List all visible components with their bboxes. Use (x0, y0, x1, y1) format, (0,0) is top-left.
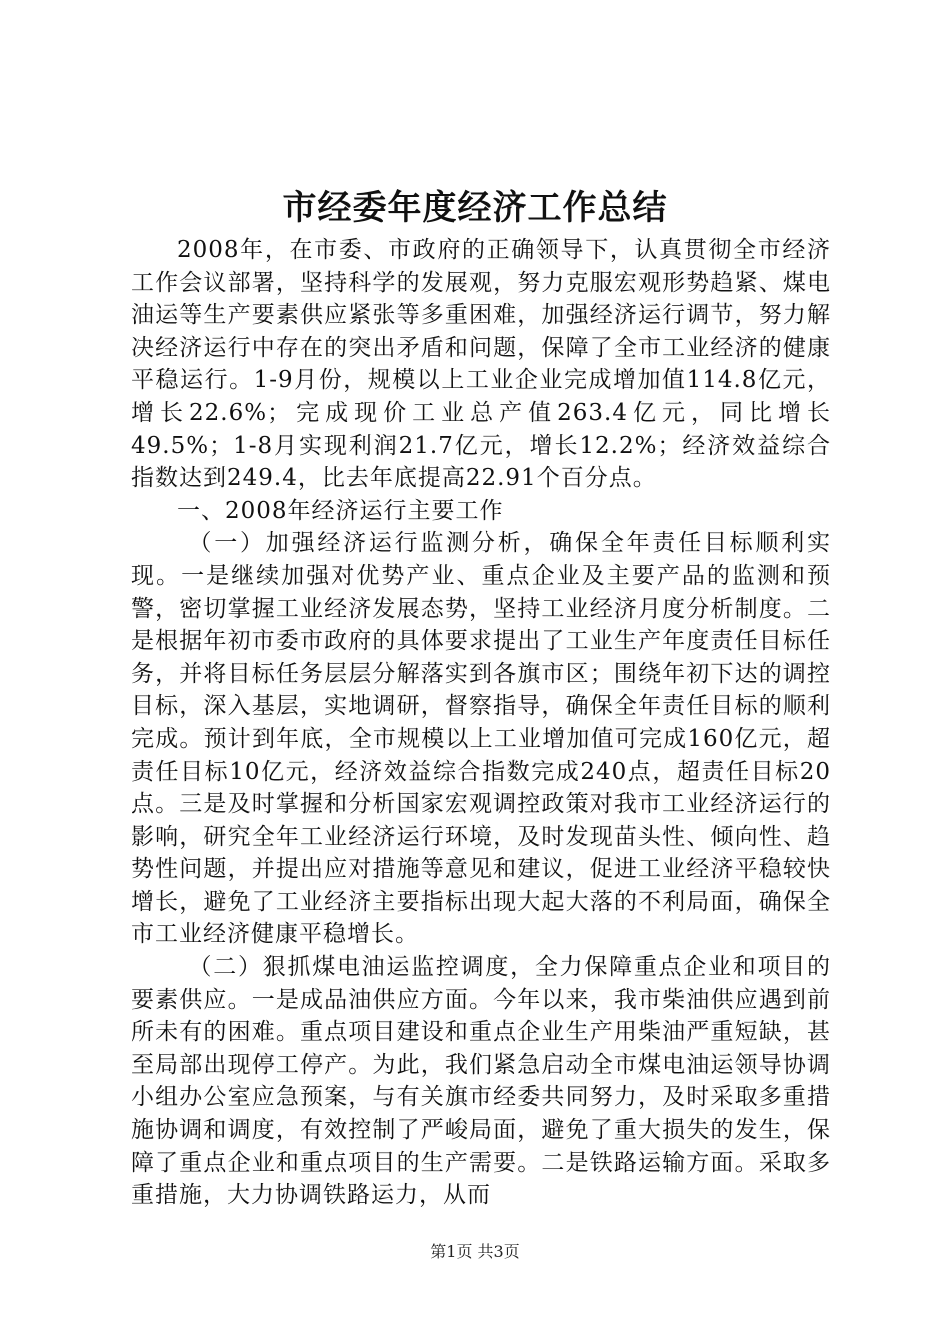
document-body (131, 234, 831, 1212)
page-number: 第1页 共3页 (430, 1242, 520, 1261)
paragraph-section-2: （二）狠抓煤电油运监控调度，全力保障重点企业和项目的要素供应。一是成品油供应方面。今年以来，我市柴油供应遇到前所未有的困难。重点项目建设和重点企业生产用柴油严重短缺，甚至局部出现停工停产。为此，我们紧急启动全市煤电油运领导协调小组办公室应急预案，与有关旗市经委共同努力，及时采取多重措施协调和调度，有效控制了严峻局面，避免了重大损失的发生，保障了重点企业和重点项目的生产需要。二是铁路运输方面。采取多重措施，大力协调铁路运力，从而 (131, 954, 831, 1209)
document-title: 市经委年度经济工作总结 (282, 188, 668, 228)
paragraph-intro: 2008年，在市委、市政府的正确领导下，认真贯彻全市经济工作会议部署，坚持科学的发展观，努力克服宏观形势趋紧、煤电油运等生产要素供应紧张等多重困难，加强经济运行调节，努力解决经济运行中存在的突出矛盾和问题，保障了全市工业经济的健康平稳运行。1-9月份，规模以上工业企业完成增加值114.8亿元，增长22.6%；完成现价工业总产值263.4亿元，同比增长49.5%；1-8月实现利润21.7亿元，增长12.2%；经济效益综合指数达到249.4，比去年底提高22.91个百分点。 (131, 237, 831, 492)
paragraph-section-1: （一）加强经济运行监测分析，确保全年责任目标顺利实现。一是继续加强对优势产业、重点企业及主要产品的监测和预警，密切掌握工业经济发展态势，坚持工业经济月度分析制度。二是根据年初市委市政府的具体要求提出了工业生产年度责任目标任务，并将目标任务层层分解落实到各旗市区；围绕年初下达的调控目标，深入基层，实地调研，督察指导，确保全年责任目标的顺利完成。预计到年底，全市规模以上工业增加值可完成160亿元，超责任目标10亿元，经济效益综合指数完成240点，超责任目标20点。三是及时掌握和分析国家宏观调控政策对我市工业经济运行的影响，研究全年工业经济运行环境，及时发现苗头性、倾向性、趋势性问题，并提出应对措施等意见和建议，促进工业经济平稳较快增长，避免了工业经济主要指标出现大起大落的不利局面，确保全市工业经济健康平稳增长。 (131, 530, 831, 948)
section-heading: 一、2008年经济运行主要工作 (177, 497, 504, 524)
